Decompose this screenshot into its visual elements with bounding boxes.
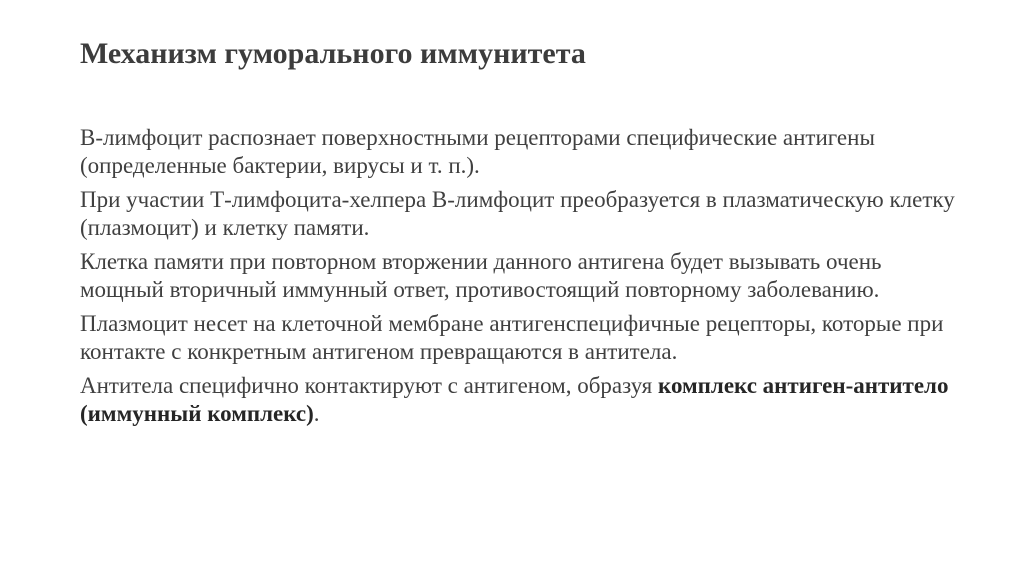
paragraph-5-end: . (313, 401, 320, 426)
paragraph-4: Плазмоцит несет на клеточной мембране антигенспецифичные рецепторы, которые при контакте с конкретным антигеном превращаются в антитела. (80, 311, 944, 364)
paragraph-5 (80, 372, 960, 428)
paragraph-1: В-лимфоцит распознает поверхностными рецепторами специфические антигены (определенные бактерии, вирусы и т. п.). (80, 125, 875, 178)
paragraph-5-text: Антитела специфично контактируют с антигеном, образуя (80, 373, 658, 398)
slide-title: Механизм гуморального иммунитета (80, 37, 586, 70)
slide-body (80, 124, 960, 434)
paragraph-2: При участии Т-лимфоцита-хелпера В-лимфоцит преобразуется в плазматическую клетку (плазмоцит) и клетку памяти. (80, 187, 955, 240)
paragraph-3: Клетка памяти при повторном вторжении данного антигена будет вызывать очень мощный вторичный иммунный ответ, противостоящий повторному заболеванию. (80, 249, 882, 302)
paragraph-5-bold-term: комплекс антиген-антитело (иммунный комплекс) (80, 373, 949, 426)
